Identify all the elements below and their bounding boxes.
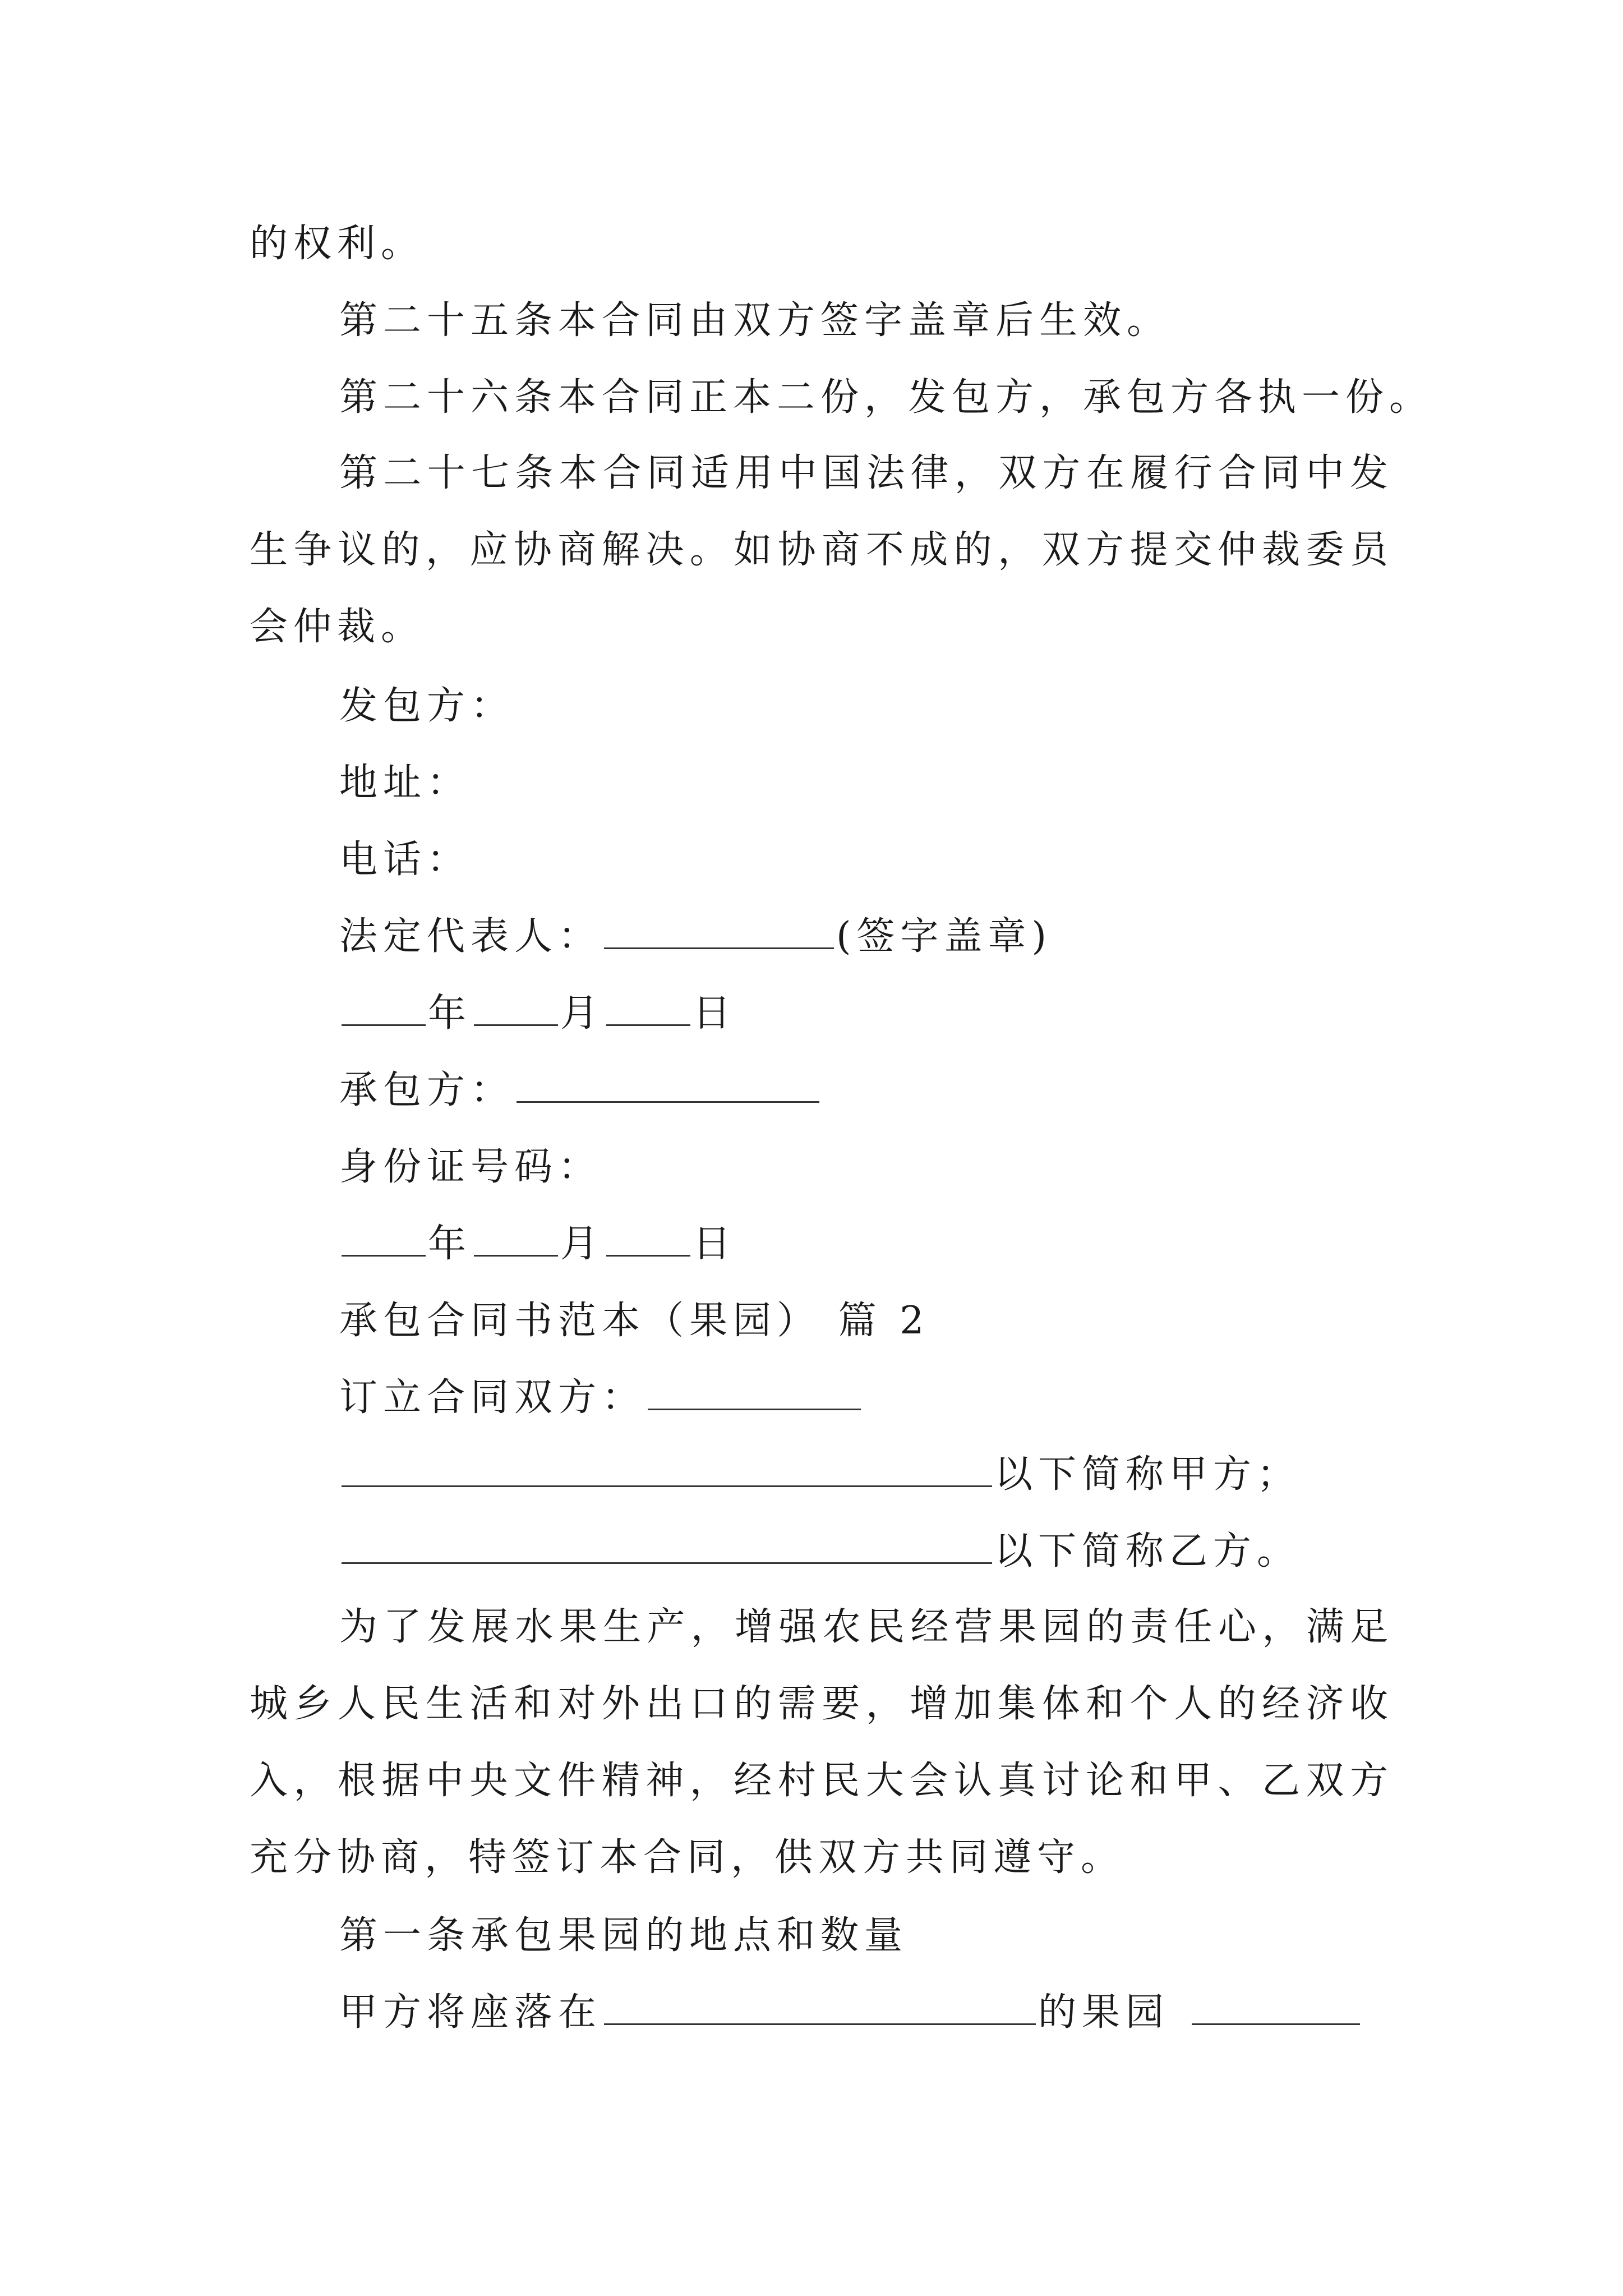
phone-label: 电话：: [339, 838, 471, 882]
date-line: [339, 1222, 736, 1267]
month-label: 月: [560, 991, 605, 1036]
party-b-blank[interactable]: [342, 1530, 992, 1564]
party-b-line: [339, 1529, 1301, 1574]
section-heading: 承包合同书范本（果园） 篇 2: [339, 1299, 930, 1343]
orchard-label: 的果园: [1038, 1990, 1170, 2035]
parties-line: [339, 1375, 863, 1420]
party-a-note: 以下简称甲方；: [994, 1452, 1301, 1497]
date-line: [339, 991, 736, 1036]
party-a-blank[interactable]: [342, 1453, 992, 1487]
preamble-paragraph: 为了发展水果生产，增强农民经营果园的责任心，满足城乡人民生活和对外出口的需要，增加集体和个人的经济收入，根据中央文件精神，经村民大会认真讨论和甲、乙双方充分协商，特签订本合同，供双方共同遵守。: [250, 1605, 1394, 1880]
month-blank[interactable]: [474, 1222, 558, 1257]
year-label: 年: [428, 991, 472, 1036]
legal-representative-label: 法定代表人：: [339, 914, 602, 959]
article-25: 第二十五条本合同由双方签字盖章后生效。: [339, 298, 1171, 343]
day-label: 日: [693, 991, 737, 1036]
id-number-label: 身份证号码：: [339, 1145, 602, 1189]
signature-blank[interactable]: [604, 915, 834, 949]
day-label: 日: [693, 1222, 737, 1266]
legal-representative-line: [339, 914, 1052, 959]
contractee-label: 承包方：: [339, 1068, 515, 1112]
orchard-location-label: 甲方将座落在: [339, 1990, 602, 2035]
contractee-line: [339, 1068, 822, 1113]
contractor-party-label: 发包方：: [339, 684, 515, 728]
year-label: 年: [428, 1222, 472, 1266]
parties-blank[interactable]: [648, 1376, 861, 1410]
orchard-location-line: [339, 1990, 1362, 2035]
contractee-blank[interactable]: [517, 1069, 819, 1103]
article-27: 第二十七条本合同适用中国法律，双方在履行合同中发生争议的，应协商解决。如协商不成的，双方提交仲裁委员会仲裁。: [250, 451, 1394, 649]
article-1-heading: 第一条承包果园的地点和数量: [339, 1913, 909, 1958]
party-b-note: 以下简称乙方。: [994, 1529, 1301, 1573]
year-blank[interactable]: [342, 992, 426, 1026]
text-line: 的权利。: [250, 222, 425, 266]
quantity-blank[interactable]: [1192, 1991, 1360, 2025]
address-label: 地址：: [339, 761, 471, 805]
party-a-line: [339, 1452, 1301, 1497]
signature-seal-note: (签字盖章): [836, 914, 1053, 959]
article-26: 第二十六条本合同正本二份，发包方，承包方各执一份。: [339, 375, 1433, 420]
day-blank[interactable]: [606, 992, 690, 1026]
day-blank[interactable]: [606, 1222, 690, 1257]
location-blank[interactable]: [604, 1991, 1036, 2025]
year-blank[interactable]: [342, 1222, 426, 1257]
month-blank[interactable]: [474, 992, 558, 1026]
parties-label: 订立合同双方：: [339, 1375, 646, 1420]
month-label: 月: [560, 1222, 605, 1266]
